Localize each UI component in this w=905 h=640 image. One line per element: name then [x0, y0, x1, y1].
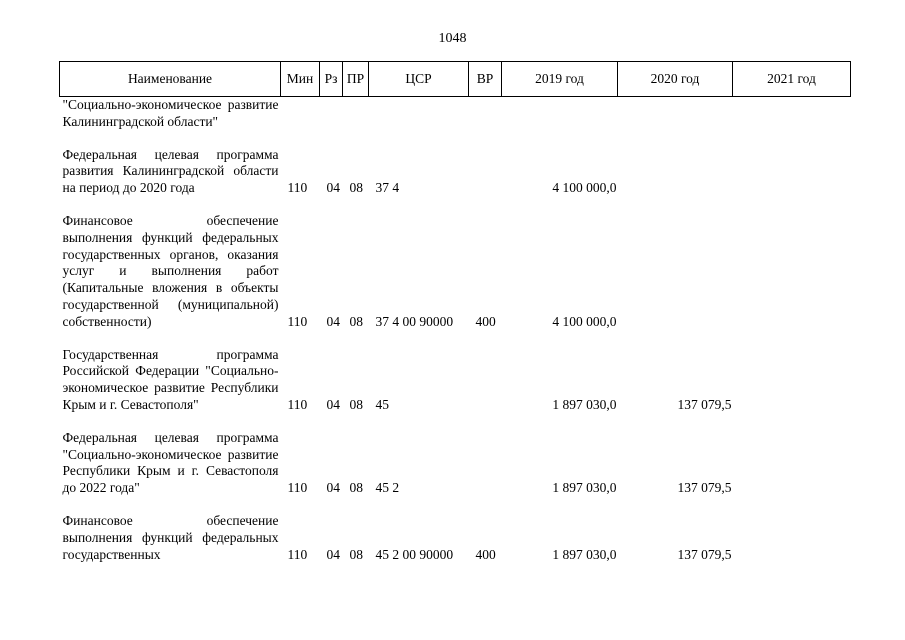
row-2019: 1 897 030,0: [552, 480, 617, 496]
row-csr: 45: [375, 396, 389, 412]
row-2021: [733, 499, 851, 565]
row-name: Федеральная целевая программа развития Калининградской области на период до 2020 года: [62, 146, 279, 196]
row-2019: 1 897 030,0: [552, 546, 617, 562]
row-min: [281, 97, 320, 133]
row-2020: 137 079,5: [677, 396, 732, 412]
header-rz: Рз: [320, 62, 343, 97]
row-vr: 400: [475, 313, 496, 329]
row-pr: 08: [349, 396, 363, 412]
row-2020: [618, 133, 733, 199]
row-2021: [733, 333, 851, 416]
table-header-row: [60, 62, 851, 97]
header-2020: 2020 год: [618, 62, 733, 97]
row-vr: [469, 333, 502, 416]
row-2021: [733, 199, 851, 333]
row-2021: [733, 416, 851, 499]
row-pr: 08: [349, 180, 363, 196]
row-min: 110: [287, 396, 308, 412]
header-vr: ВР: [469, 62, 502, 97]
row-name: Финансовое обеспечение выполнения функций федеральных государственных органов, оказания услуг и выполнения работ (Капитальные вложения в объекты государственной (муниципальной) собственности): [62, 212, 279, 329]
table-row: [60, 133, 851, 199]
row-csr: 37 4: [375, 180, 400, 196]
row-2021: [733, 97, 851, 133]
row-2019: 4 100 000,0: [552, 180, 617, 196]
header-2021: 2021 год: [733, 62, 851, 97]
row-2019: 4 100 000,0: [552, 313, 617, 329]
row-name: Финансовое обеспечение выполнения функций федеральных государственных: [62, 512, 279, 562]
row-vr: [469, 416, 502, 499]
table-row: [60, 499, 851, 565]
row-2021: [733, 133, 851, 199]
table-row: [60, 97, 851, 133]
row-vr: [469, 97, 502, 133]
table-row: [60, 416, 851, 499]
row-csr: [369, 97, 469, 133]
row-rz: 04: [326, 546, 340, 562]
row-pr: [343, 97, 369, 133]
row-min: 110: [287, 546, 308, 562]
row-vr: [469, 133, 502, 199]
row-name: Государственная программа Российской Федерации "Социально-экономическое развитие Республики Крым и г. Севастополя": [62, 346, 279, 412]
row-name: Федеральная целевая программа "Социально-экономическое развитие Республики Крым и г. Севастополя до 2022 года": [62, 429, 279, 496]
header-2019: 2019 год: [502, 62, 618, 97]
row-2020: [618, 199, 733, 333]
header-pr: ПР: [343, 62, 369, 97]
row-2020: 137 079,5: [677, 546, 732, 562]
row-rz: 04: [326, 180, 340, 196]
row-2020: [618, 97, 733, 133]
page-number: 1048: [438, 31, 467, 46]
row-name: "Социально-экономическое развитие Калининградской области": [62, 97, 279, 129]
header-csr: ЦСР: [369, 62, 469, 97]
header-name: Наименование: [60, 62, 281, 97]
row-pr: 08: [349, 546, 363, 562]
row-min: 110: [287, 313, 308, 329]
row-pr: 08: [349, 480, 363, 496]
row-2019: [502, 97, 618, 133]
row-2019: 1 897 030,0: [552, 396, 617, 412]
table-row: [60, 333, 851, 416]
row-min: 110: [287, 180, 308, 196]
row-csr: 45 2 00 90000: [375, 546, 454, 562]
row-vr: 400: [475, 546, 496, 562]
table-row: [60, 199, 851, 333]
row-pr: 08: [349, 313, 363, 329]
row-min: 110: [287, 480, 308, 496]
row-rz: [320, 97, 343, 133]
budget-table: [59, 61, 851, 565]
row-csr: 37 4 00 90000: [375, 313, 454, 329]
row-rz: 04: [326, 480, 340, 496]
row-rz: 04: [326, 313, 340, 329]
row-rz: 04: [326, 396, 340, 412]
header-min: Мин: [281, 62, 320, 97]
row-2020: 137 079,5: [677, 480, 732, 496]
row-csr: 45 2: [375, 480, 400, 496]
